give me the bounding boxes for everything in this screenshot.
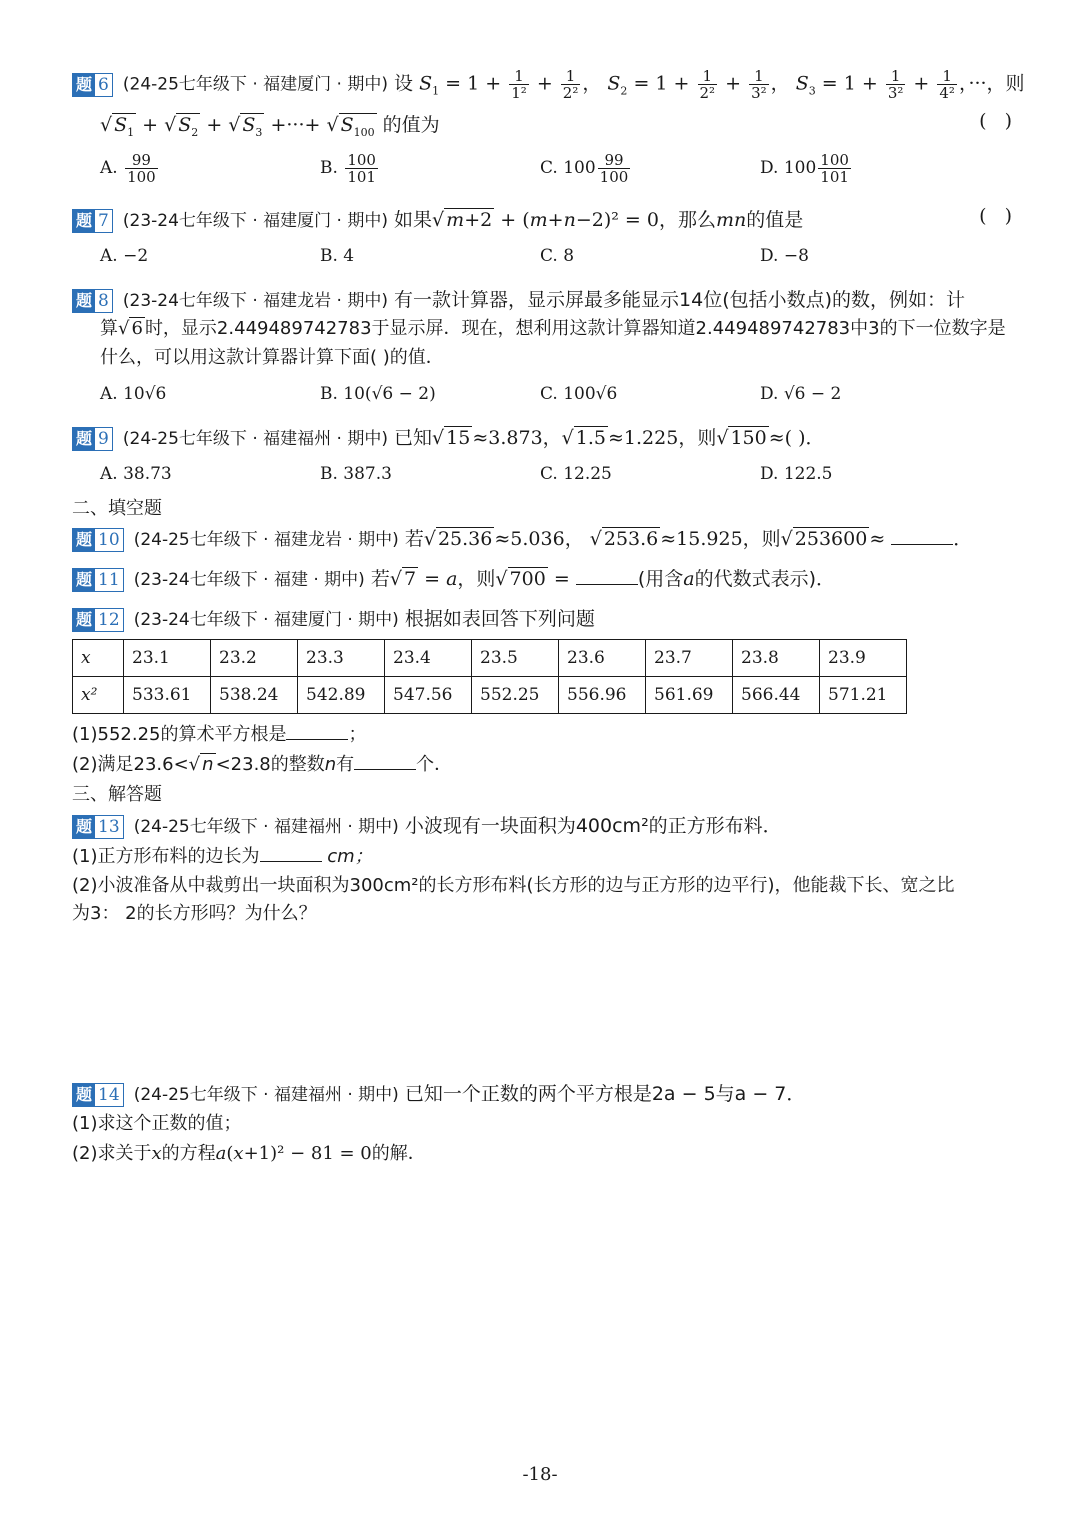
question-tag: 题 8 — [72, 289, 113, 313]
q7-options — [100, 242, 1020, 270]
table-header-cell: x² — [73, 677, 124, 714]
table-cell: 538.24 — [211, 677, 298, 714]
option-d: D. −8 — [760, 246, 809, 266]
option-c: C. 8 — [540, 246, 575, 266]
q13-sub1: (1)正方形布料的边长为 cm； — [72, 841, 1022, 872]
section-heading: 三、解答题 — [72, 784, 162, 805]
option-b: B. 4 — [320, 246, 355, 266]
question-tag: 题 7 — [72, 209, 113, 233]
option-b: B. 10(√6 − 2) — [320, 384, 436, 404]
table-cell: 542.89 — [298, 677, 385, 714]
q14-sub1: (1)求这个正数的值； — [72, 1113, 242, 1134]
table-cell: 533.61 — [124, 677, 211, 714]
q8-options — [100, 380, 1020, 408]
answer-parens: ( ) — [979, 110, 1018, 132]
option-a: A. −2 — [100, 246, 149, 266]
option-c: C. 100 $\frac{99}{100}$ — [540, 151, 629, 186]
option-b: B. $\frac{100}{101}$ — [320, 151, 376, 186]
q12-line1: 题 12 (23-24七年级下 · 福建厦门 · 期中) 根据如表回答下列问题 — [72, 604, 1022, 634]
table-cell: 23.2 — [211, 640, 298, 677]
table-header-cell: x — [73, 640, 124, 677]
q8-line1: 题 8 (23-24七年级下 · 福建龙岩 · 期中) 有一款计算器，显示屏最多能显示14位(包括小数点)的数，例如：计 — [72, 285, 1022, 315]
q8-line3: 什么，可以用这款计算器计算下面( )的值． — [100, 347, 444, 368]
q13-sub2-line1: (2)小波准备从中裁剪出一块面积为300cm²的长方形布料(长方形的边与正方形的边平行)，他能裁下长、宽之比 — [72, 875, 955, 896]
table-cell: 561.69 — [646, 677, 733, 714]
option-d: D. 100 $\frac{100}{101}$ — [760, 151, 849, 186]
q12-sub2: (2)满足23.6<√ n <23.8的整数n有 个． — [72, 749, 1022, 780]
table-cell: 23.6 — [559, 640, 646, 677]
option-a: A. 10√6 — [100, 384, 167, 404]
q12-sub1: (1)552.25的算术平方根是 ； — [72, 719, 1022, 750]
table-cell: 547.56 — [385, 677, 472, 714]
q13-line1: 题 13 (24-25七年级下 · 福建福州 · 期中) 小波现有一块面积为400cm²的正方形布料． — [72, 811, 1022, 841]
q6-line2: √ $S_1$ + √ $S_2$ + √ $S_3$ +···+ √ $S_{100}$ 的值为 — [100, 114, 440, 139]
answer-blank[interactable] — [260, 841, 322, 862]
question-tag: 题 13 — [72, 815, 124, 839]
table-cell: 571.21 — [820, 677, 907, 714]
table-row — [73, 640, 907, 677]
question-tag: 题 10 — [72, 528, 124, 552]
option-d: D. √6 − 2 — [760, 384, 842, 404]
q8-line2: 算√ 6 时，显示2.449489742783于显示屏．现在，想利用这款计算器知道2.449489742783中3的下一位数字是 — [100, 318, 1006, 339]
answer-parens: ( ) — [979, 205, 1018, 227]
question-source: (24-25七年级下 · 福建厦门 · 期中) — [122, 74, 388, 95]
table-cell: 23.4 — [385, 640, 472, 677]
table-cell: 556.96 — [559, 677, 646, 714]
table-cell: 23.3 — [298, 640, 385, 677]
table-cell: 566.44 — [733, 677, 820, 714]
question-tag: 题 14 — [72, 1083, 124, 1107]
answer-blank[interactable] — [354, 749, 416, 770]
option-a: A. 38.73 — [100, 464, 172, 484]
answer-blank[interactable] — [286, 719, 348, 740]
question-tag: 题 9 — [72, 427, 113, 451]
table-cell: 23.7 — [646, 640, 733, 677]
section-heading: 二、填空题 — [72, 498, 162, 519]
question-tag: 题 11 — [72, 568, 124, 592]
table-cell: 23.5 — [472, 640, 559, 677]
table-cell: 23.9 — [820, 640, 907, 677]
table-row — [73, 677, 907, 714]
square-table — [72, 639, 907, 714]
q6-options — [100, 151, 1020, 186]
option-b: B. 387.3 — [320, 464, 392, 484]
q11-line1: 题 11 (23-24七年级下 · 福建 · 期中) 若√ 7 = a，则√ 700 = (用含a的代数式表示)． — [72, 564, 1022, 594]
answer-blank[interactable] — [576, 564, 638, 585]
question-tag: 题 12 — [72, 608, 124, 632]
option-a: A. $\frac{99}{100}$ — [100, 151, 156, 186]
q10-line1: 题 10 (24-25七年级下 · 福建龙岩 · 期中) 若√ 25.36 ≈5.036， √ 253.6 ≈15.925，则√ 253600 ≈ ． — [72, 524, 1022, 554]
option-c: C. 100√6 — [540, 384, 618, 404]
answer-blank[interactable] — [891, 524, 953, 545]
page-number: -18- — [522, 1464, 558, 1485]
table-cell: 552.25 — [472, 677, 559, 714]
q14-line1: 题 14 (24-25七年级下 · 福建福州 · 期中) 已知一个正数的两个平方根是2a − 5与a − 7． — [72, 1079, 1022, 1109]
q9-line1: 题 9 (24-25七年级下 · 福建福州 · 期中) 已知√ 15 ≈3.873，√ 1.5 ≈1.225，则√ 150 ≈( )． — [72, 423, 1022, 453]
q7-line1: 题 7 (23-24七年级下 · 福建厦门 · 期中) 如果√ m+2 + (m+n−2)² = 0，那么mn的值是 — [72, 205, 1022, 235]
option-c: C. 12.25 — [540, 464, 612, 484]
q13-sub2-line2: 为3： 2的长方形吗？为什么？ — [72, 903, 317, 924]
table-cell: 23.8 — [733, 640, 820, 677]
q14-sub2: (2)求关于x的方程a(x+1)² − 81 = 0的解． — [72, 1143, 426, 1164]
q6-line1: 题 6 (24-25七年级下 · 福建厦门 · 期中) 设 $S_1 = 1$ + $\frac{1}{\text{1²}}$ + $\frac{1}{\text{2²}}$ ， $S_2 = 1$ + $\frac{1}{\text{2²}}$ + $\frac{1}{\text{3²}}$ ， $S_3 = 1$ + $\frac{1}{\text{3²}}$ + $\frac{1}{\text{4²}}$ ，···，则 — [72, 68, 1022, 98]
q9-options — [100, 460, 1020, 488]
question-tag: 题 6 — [72, 73, 113, 97]
table-cell: 23.1 — [124, 640, 211, 677]
option-d: D. 122.5 — [760, 464, 833, 484]
